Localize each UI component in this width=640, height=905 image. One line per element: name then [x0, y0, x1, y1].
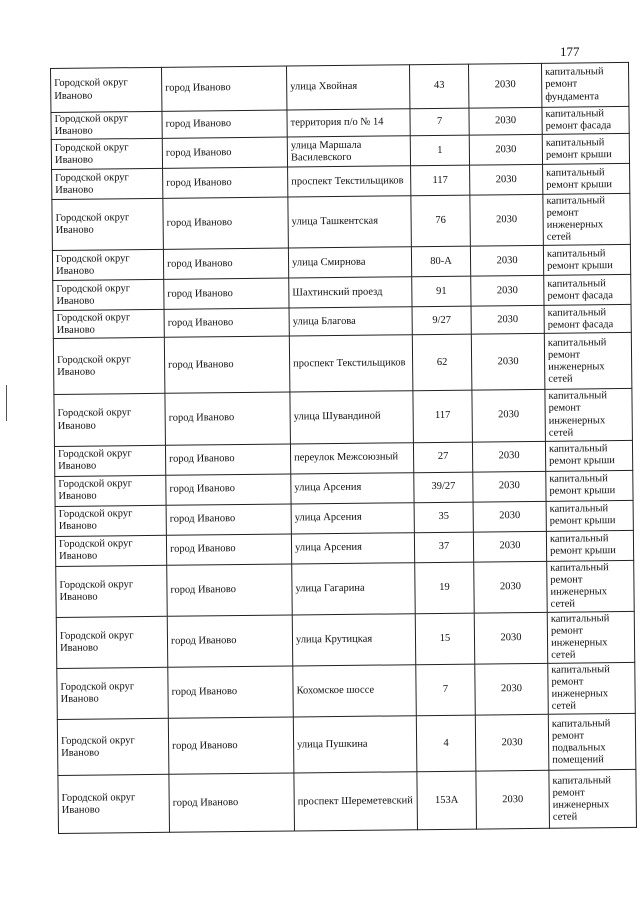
cell-gorod: город Иваново [163, 197, 289, 250]
cell-gorod: город Иваново [166, 534, 291, 565]
cell-year: 2030 [474, 561, 548, 613]
cell-num: 1 [410, 135, 469, 166]
cell-year: 2030 [471, 334, 545, 391]
cell-okrug: Городской округ Иваново [56, 616, 168, 668]
cell-num: 4 [416, 715, 476, 772]
cell-year: 2030 [470, 164, 543, 195]
cell-okrug: Городской округ Иваново [52, 198, 164, 250]
table-row [57, 663, 636, 720]
cell-okrug: Городской округ Иваново [53, 310, 164, 339]
cell-gorod: город Иваново [162, 110, 287, 138]
cell-year: 2030 [474, 612, 548, 664]
cell-work: капитальный ремонт инженерных сетей [545, 389, 633, 441]
cell-year: 2030 [473, 531, 546, 562]
cell-street: улица Арсения [291, 532, 414, 563]
cell-street: улица Крутицкая [292, 614, 416, 667]
cell-num: 117 [411, 165, 470, 196]
cell-year: 2030 [469, 134, 542, 165]
cell-street: улица Шувандиной [290, 391, 414, 444]
cell-gorod: город Иваново [168, 717, 294, 774]
cell-num: 91 [412, 276, 471, 307]
cell-num: 37 [414, 532, 473, 563]
cell-okrug: Городской округ Иваново [55, 475, 166, 506]
cell-gorod: город Иваново [165, 444, 290, 475]
cell-work: капитальный ремонт крыши [542, 134, 629, 165]
cell-work: капитальный ремонт фасада [544, 305, 631, 334]
cell-num: 62 [412, 334, 472, 391]
cell-num: 35 [414, 502, 473, 533]
cell-num: 15 [415, 613, 475, 665]
cell-okrug: Городской округ Иваново [54, 445, 165, 476]
cell-work: капитальный ремонт фасада [544, 275, 631, 306]
cell-work: капитальный ремонт фундамента [541, 62, 628, 107]
cell-street: проспект Текстильщиков [289, 335, 413, 392]
cell-year: 2030 [473, 501, 546, 532]
cell-num: 7 [410, 108, 469, 136]
table-row [56, 611, 635, 668]
cell-street: проспект Текстильщиков [288, 166, 411, 197]
cell-work: капитальный ремонт инженерных сетей [543, 194, 631, 246]
cell-gorod: город Иваново [166, 474, 291, 505]
cell-gorod: город Иваново [168, 666, 294, 719]
cell-year: 2030 [475, 663, 549, 715]
cell-work: капитальный ремонт фасада [542, 106, 629, 134]
cell-street: Кохомское шоссе [293, 665, 417, 718]
cell-year: 2030 [472, 390, 546, 442]
cell-okrug: Городской округ Иваново [56, 565, 168, 617]
cell-gorod: город Иваново [164, 278, 289, 309]
cell-okrug: Городской округ Иваново [57, 719, 169, 776]
cell-num: 80-А [411, 246, 470, 277]
table-row [56, 560, 635, 617]
cell-num: 43 [409, 64, 468, 109]
cell-num: 9/27 [412, 306, 471, 335]
cell-gorod: город Иваново [163, 167, 288, 198]
cell-num: 76 [411, 195, 471, 247]
cell-work: капитальный ремонт подвальных помещений [548, 714, 636, 771]
cell-street: переулок Межсоюзный [290, 442, 413, 473]
cell-okrug: Городской округ Иваново [58, 775, 170, 834]
cell-num: 7 [416, 664, 476, 716]
cell-year: 2030 [470, 246, 543, 277]
cell-okrug: Городской округ Иваново [51, 67, 162, 112]
cell-street: территория п/о № 14 [287, 109, 410, 137]
cell-street: улица Хвойная [286, 65, 409, 110]
cell-okrug: Городской округ Иваново [51, 138, 162, 169]
cell-gorod: город Иваново [166, 504, 291, 535]
cell-work: капитальный ремонт крыши [546, 500, 633, 531]
cell-work: капитальный ремонт крыши [543, 164, 630, 195]
cell-street: улица Маршала Василевского [287, 136, 410, 167]
cell-num: 19 [415, 562, 475, 614]
cell-year: 2030 [471, 276, 544, 307]
table-row [54, 389, 633, 446]
cell-okrug: Городской округ Иваново [57, 667, 169, 719]
cell-street: улица Пушкина [293, 716, 417, 773]
cell-gorod: город Иваново [167, 564, 293, 617]
cell-okrug: Городской округ Иваново [53, 338, 165, 395]
cell-okrug: Городской округ Иваново [53, 280, 164, 311]
cell-year: 2030 [473, 471, 546, 502]
cell-okrug: Городской округ Иваново [54, 394, 166, 446]
cell-work: капитальный ремонт инженерных сетей [547, 611, 635, 663]
table-row [57, 714, 636, 776]
cell-num: 39/27 [414, 472, 473, 503]
cell-street: Шахтинский проезд [289, 277, 412, 308]
page-number: 177 [560, 44, 580, 59]
cell-work: капитальный ремонт крыши [545, 440, 632, 471]
cell-num: 117 [413, 390, 473, 442]
cell-street: улица Благова [289, 307, 412, 336]
table-row [58, 770, 637, 834]
cell-work: капитальный ремонт инженерных сетей [544, 333, 632, 390]
cell-work: капитальный ремонт инженерных сетей [547, 560, 635, 612]
cell-street: улица Арсения [291, 502, 414, 533]
cell-street: улица Ташкентская [288, 196, 412, 249]
cell-work: капитальный ремонт крыши [546, 470, 633, 501]
table-row [52, 194, 631, 251]
cell-year: 2030 [471, 306, 544, 335]
cell-street: улица Арсения [291, 472, 414, 503]
cell-gorod: город Иваново [165, 392, 291, 445]
cell-gorod: город Иваново [164, 336, 290, 393]
cell-okrug: Городской округ Иваново [55, 505, 166, 536]
cell-okrug: Городской округ Иваново [52, 250, 163, 281]
cell-gorod: город Иваново [164, 308, 289, 337]
cell-street: улица Смирнова [288, 247, 411, 278]
cell-gorod: город Иваново [169, 773, 295, 832]
cell-okrug: Городской округ Иваново [55, 535, 166, 566]
cell-num: 153А [417, 771, 477, 830]
cell-gorod: город Иваново [163, 248, 288, 279]
cell-year: 2030 [469, 107, 542, 135]
cell-year: 2030 [468, 63, 541, 108]
cell-okrug: Городской округ Иваново [51, 111, 162, 139]
cell-work: капитальный ремонт инженерных сетей [549, 770, 637, 829]
cell-okrug: Городской округ Иваново [52, 168, 163, 199]
cell-work: капитальный ремонт крыши [543, 245, 630, 276]
repair-schedule-table [50, 62, 637, 834]
scan-margin-mark [6, 385, 7, 421]
cell-street: проспект Шереметевский [294, 772, 418, 831]
cell-year: 2030 [476, 771, 550, 830]
table-row [51, 62, 629, 112]
cell-year: 2030 [472, 441, 545, 472]
table-row [53, 333, 632, 395]
cell-gorod: город Иваново [167, 615, 293, 668]
cell-gorod: город Иваново [162, 137, 287, 168]
cell-work: капитальный ремонт крыши [546, 530, 633, 561]
cell-num: 27 [413, 442, 472, 473]
cell-year: 2030 [470, 194, 544, 246]
cell-year: 2030 [475, 715, 549, 772]
cell-street: улица Гагарина [292, 562, 416, 615]
cell-gorod: город Иваново [161, 66, 286, 111]
cell-work: капитальный ремонт инженерных сетей [548, 663, 636, 715]
